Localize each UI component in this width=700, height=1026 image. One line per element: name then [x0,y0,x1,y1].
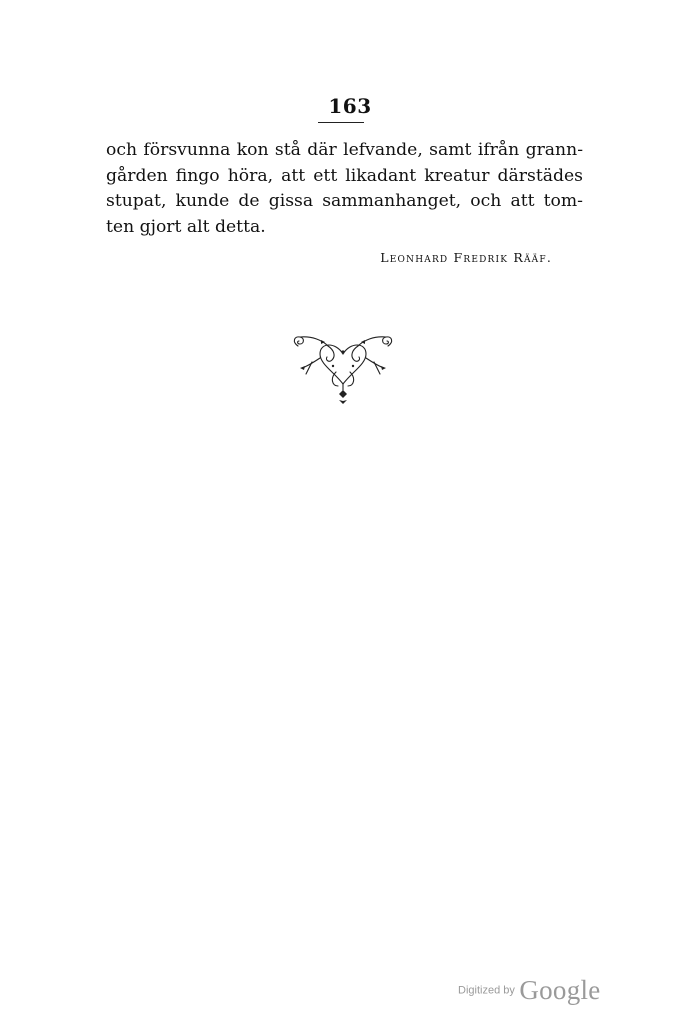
floral-vignette-icon [290,332,396,404]
body-text [106,138,583,240]
page-number-rule [318,122,364,123]
text-line-1: och försvunna kon stå där lefvande, samt ifrån grann- [106,140,583,160]
page-number: 163 [328,94,372,118]
author-signature: Leonhard Fredrik Rääf. [380,250,552,265]
text-line-2: gården fingo höra, att ett likadant kreatur därstädes [106,165,583,186]
watermark-prefix: Digitized by [458,984,515,997]
google-logo: Google [519,975,601,1005]
text-line-3: stupat, kunde de gissa sammanhanget, och att tom- [106,191,583,211]
google-watermark [458,975,601,1006]
text-line-4: ten gjort alt detta. [106,216,266,237]
